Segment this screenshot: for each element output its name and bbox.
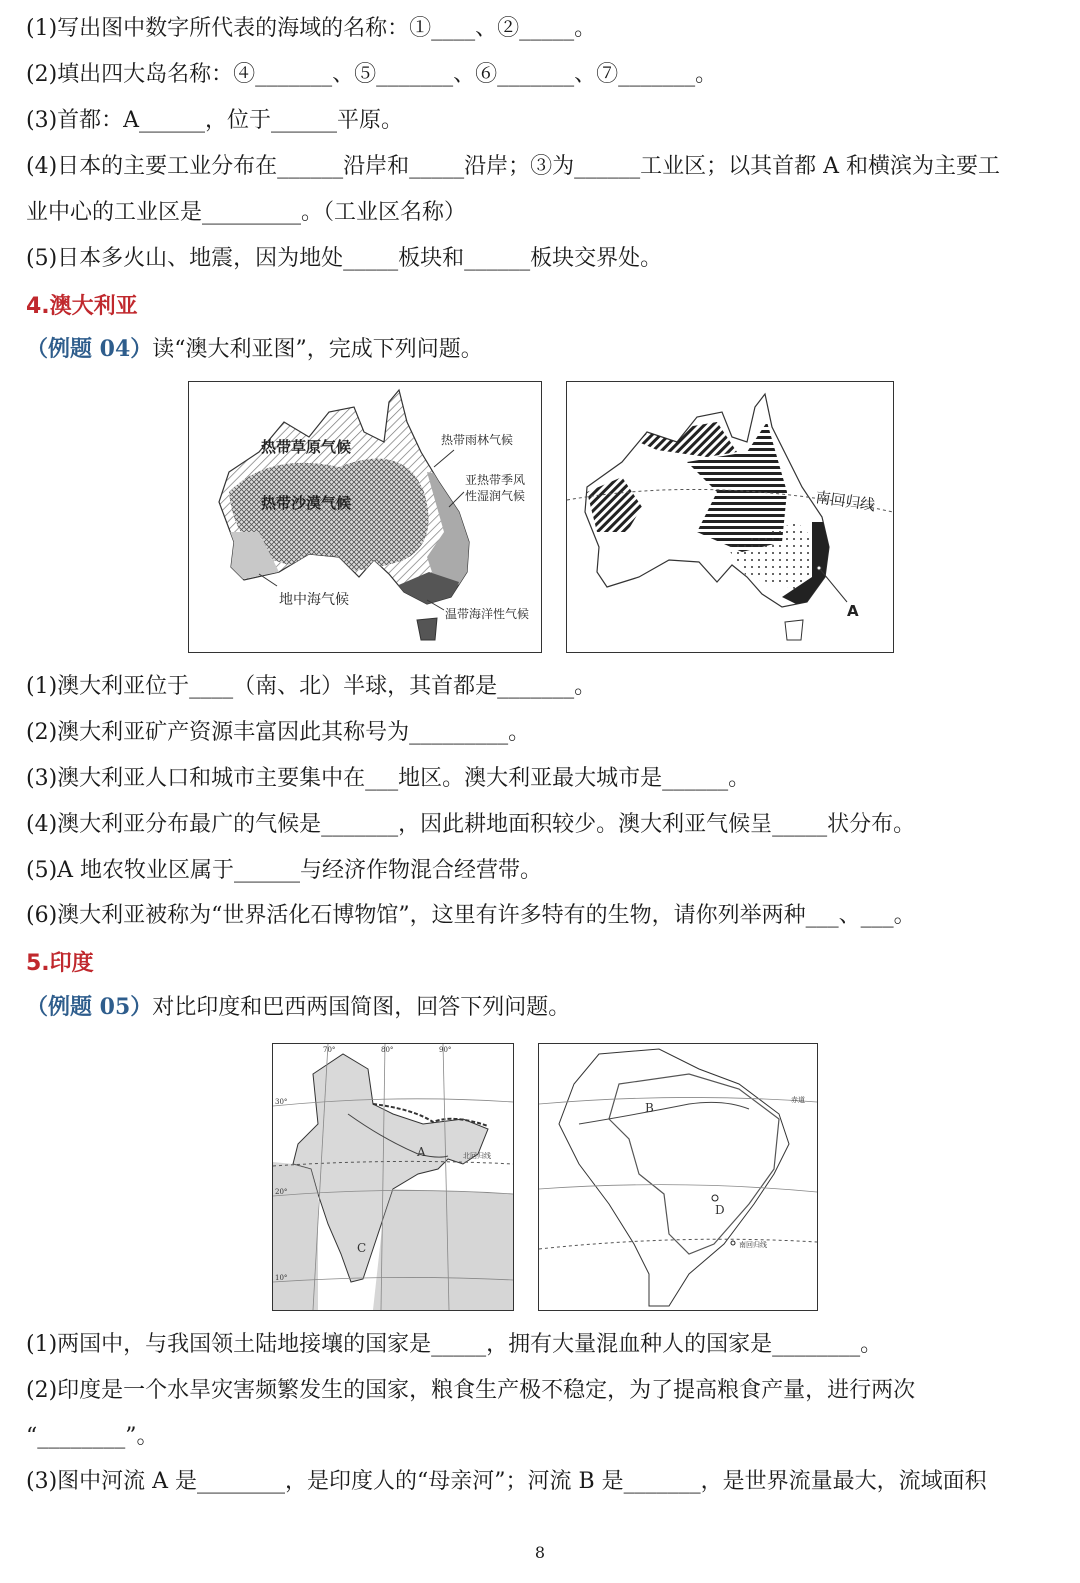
- label-point-d: D: [715, 1203, 725, 1217]
- label-equator: 赤道: [791, 1096, 805, 1104]
- australia-question-1: (1)澳大利亚位于____（南、北）半球，其首都是_______。: [26, 674, 597, 699]
- india-question-2-cont: “________”。: [26, 1424, 159, 1449]
- japan-question-4-cont: 业中心的工业区是_________。（工业区名称）: [26, 200, 467, 225]
- label-river-b: B: [645, 1101, 654, 1115]
- australia-question-6: (6)澳大利亚被称为“世界活化石博物馆”，这里有许多特有的生物，请你列举两种___、___。: [26, 903, 916, 928]
- example-04-tag: （例题 04）: [26, 336, 153, 362]
- australia-question-4: (4)澳大利亚分布最广的气候是_______，因此耕地面积较少。澳大利亚气候呈_____状分布。: [26, 812, 916, 837]
- india-map: [272, 1043, 514, 1311]
- australia-question-3: (3)澳大利亚人口和城市主要集中在___地区。澳大利亚最大城市是______。: [26, 766, 751, 791]
- section-title-india: 5.印度: [26, 951, 94, 976]
- example-04: [26, 334, 483, 365]
- label-mediterranean: 地中海气候: [279, 592, 349, 608]
- australia-agriculture-map: [566, 381, 894, 653]
- example-05-text: 对比印度和巴西两国简图，回答下列问题。: [152, 995, 571, 1020]
- tasmania: [417, 618, 437, 640]
- australia-question-2: (2)澳大利亚矿产资源丰富因此其称号为_________。: [26, 720, 531, 745]
- label-point-a: A: [847, 602, 859, 620]
- label-tropic-south-brazil: 南回归线: [739, 1241, 767, 1249]
- label-point-c: C: [357, 1241, 367, 1255]
- label-lat-30: 30°: [275, 1098, 288, 1106]
- label-lon-90: 90°: [439, 1046, 452, 1054]
- label-humid-2: 性湿润气候: [465, 489, 526, 503]
- example-05-tag: （例题 05）: [26, 994, 153, 1020]
- label-river-a: A: [417, 1145, 426, 1159]
- japan-question-5: (5)日本多火山、地震，因为地处_____板块和______板块交界处。: [26, 246, 663, 271]
- page-number: 8: [534, 1543, 546, 1562]
- india-question-1: (1)两国中，与我国领土陆地接壤的国家是_____，拥有大量混血种人的国家是________。: [26, 1332, 883, 1357]
- tasmania-2: [785, 620, 803, 640]
- japan-question-3: (3)首都：A______，位于______平原。: [26, 108, 404, 133]
- india-question-3: (3)图中河流 A 是________，是印度人的“母亲河”；河流 B 是_______，是世界流量最大，流域面积: [26, 1469, 987, 1494]
- australia-question-5: (5)A 地农牧业区属于______与经济作物混合经营带。: [26, 858, 543, 883]
- label-lat-20: 20°: [275, 1188, 288, 1196]
- label-tropic-north: 北回归线: [463, 1152, 491, 1160]
- japan-question-4: (4)日本的主要工业分布在______沿岸和_____沿岸；③为______工业区；以其首都 A 和横滨为主要工: [26, 154, 1001, 179]
- brazil-map: [538, 1043, 818, 1311]
- label-rainforest: 热带雨林气候: [441, 433, 514, 447]
- australia-climate-map: [188, 381, 542, 653]
- label-oceanic: 温带海洋性气候: [445, 607, 530, 621]
- label-savanna: 热带草原气候: [261, 438, 352, 456]
- label-tropic-south: 南回归线: [814, 488, 877, 515]
- japan-question-2: (2)填出四大岛名称：④_______、⑤_______、⑥_______、⑦_______。: [26, 62, 718, 87]
- japan-question-1: (1)写出图中数字所代表的海域的名称：①____、②_____。: [26, 16, 597, 41]
- india-question-2: (2)印度是一个水旱灾害频繁发生的国家，粮食生产极不稳定，为了提高粮食产量，进行两次: [26, 1378, 916, 1403]
- south-america-land: [559, 1049, 789, 1306]
- label-lon-80: 80°: [381, 1046, 394, 1054]
- label-humid-1: 亚热带季风: [465, 473, 526, 487]
- label-lat-10: 10°: [275, 1274, 288, 1282]
- example-05: [26, 992, 570, 1023]
- example-04-text: 读“澳大利亚图”，完成下列问题。: [152, 337, 483, 362]
- section-title-australia: 4.澳大利亚: [26, 294, 138, 319]
- label-lon-70: 70°: [323, 1046, 336, 1054]
- label-desert: 热带沙漠气候: [261, 494, 352, 512]
